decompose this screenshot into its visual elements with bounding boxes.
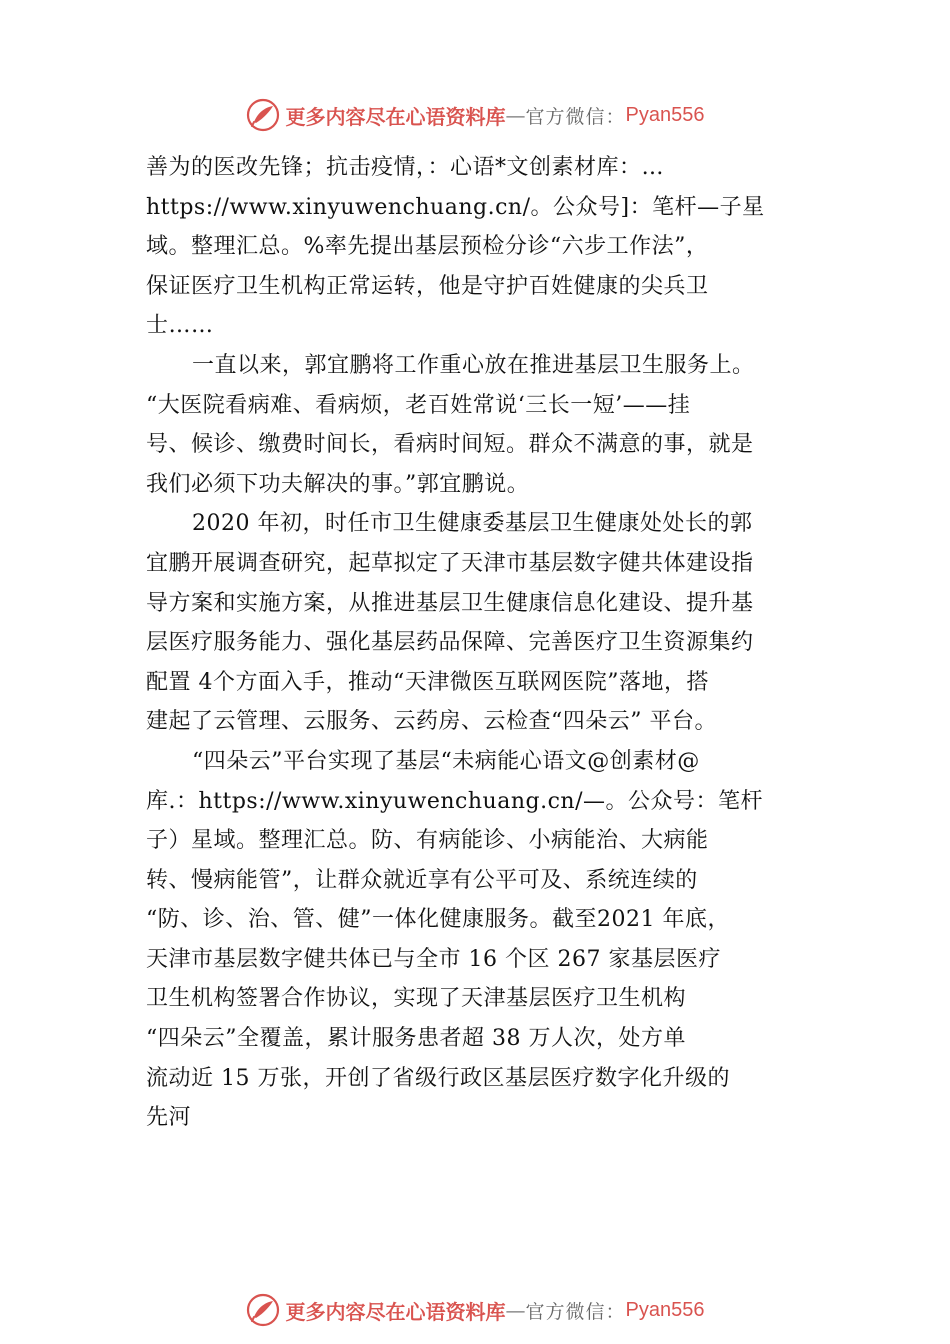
text-line: 保证医疗卫生机构正常运转，他是守护百姓健康的尖兵卫 <box>146 273 709 299</box>
pen-logo-icon <box>246 98 280 132</box>
text-line: 流动近 15 万张，开创了省级行政区基层医疗数字化升级的 <box>146 1065 730 1091</box>
text-line: 一直以来，郭宜鹏将工作重心放在推进基层卫生服务上。 <box>192 352 755 378</box>
text-line: https://www.xinyuwenchuang.cn/。公众号]：笔杆—子星 <box>146 194 765 220</box>
article-body <box>146 148 836 1138</box>
text-line: 天津市基层数字健共体已与全市 16 个区 267 家基层医疗 <box>146 946 721 972</box>
text-line: 建起了云管理、云服务、云药房、云检查“四朵云” 平台。 <box>146 709 717 735</box>
banner-separator: — <box>505 103 526 127</box>
text-line: 2020 年初，时任市卫生健康委基层卫生健康处处长的郭 <box>192 511 753 537</box>
text-line: 号、候诊、缴费时间长，看病时间短。群众不满意的事，就是 <box>146 432 754 458</box>
text-line: 士…… <box>146 313 214 339</box>
banner-label: 官方微信： <box>525 105 626 128</box>
text-line: 先河 <box>146 1105 192 1131</box>
text-line: 善为的医改先锋；抗击疫情，：心语*文创素材库：… <box>146 155 665 180</box>
text-line: 卫生机构签署合作协议，实现了天津基层医疗卫生机构 <box>146 986 687 1012</box>
text-line: 配置 4个方面入手，推动“天津微医互联网医院”落地，搭 <box>146 669 709 695</box>
text-line: 子）星域。整理汇总。防、有病能诊、小病能治、大病能 <box>146 828 709 854</box>
text-line: “防、诊、治、管、健”一体化健康服务。截至2021 年底， <box>146 907 730 933</box>
text-line: 域。整理汇总。%率先提出基层预检分诊“六步工作法”， <box>146 234 709 260</box>
banner-wechat-id: Pyan556 <box>625 103 705 126</box>
banner-title: 更多内容尽在心语资料库 <box>285 104 506 129</box>
banner-label: 官方微信： <box>525 1300 626 1323</box>
footer-banner <box>0 1290 950 1330</box>
header-banner <box>0 95 950 135</box>
text-line: 层医疗服务能力、强化基层药品保障、完善医疗卫生资源集约 <box>146 630 754 656</box>
text-line: “四朵云”全覆盖，累计服务患者超 38 万人次，处方单 <box>146 1026 686 1052</box>
banner-separator: — <box>505 1298 526 1322</box>
text-line: 转、慢病能管”，让群众就近享有公平可及、系统连续的 <box>146 867 698 893</box>
text-line: 我们必须下功夫解决的事。”郭宜鹏说。 <box>146 471 530 497</box>
text-line: 导方案和实施方案，从推进基层卫生健康信息化建设、提升基 <box>146 590 754 616</box>
text-line: 库.：https://www.xinyuwenchuang.cn/—。公众号：笔杆 <box>146 788 763 814</box>
banner-title: 更多内容尽在心语资料库 <box>285 1299 506 1324</box>
text-line: 宜鹏开展调查研究，起草拟定了天津市基层数字健共体建设指 <box>146 550 754 576</box>
pen-logo-icon <box>246 1293 280 1327</box>
banner-wechat-id: Pyan556 <box>625 1298 705 1321</box>
text-line: “四朵云”平台实现了基层“未病能心语文@创素材@ <box>192 748 700 774</box>
text-line: “大医院看病难、看病烦，老百姓常说‘三长一短’——挂 <box>146 392 691 418</box>
